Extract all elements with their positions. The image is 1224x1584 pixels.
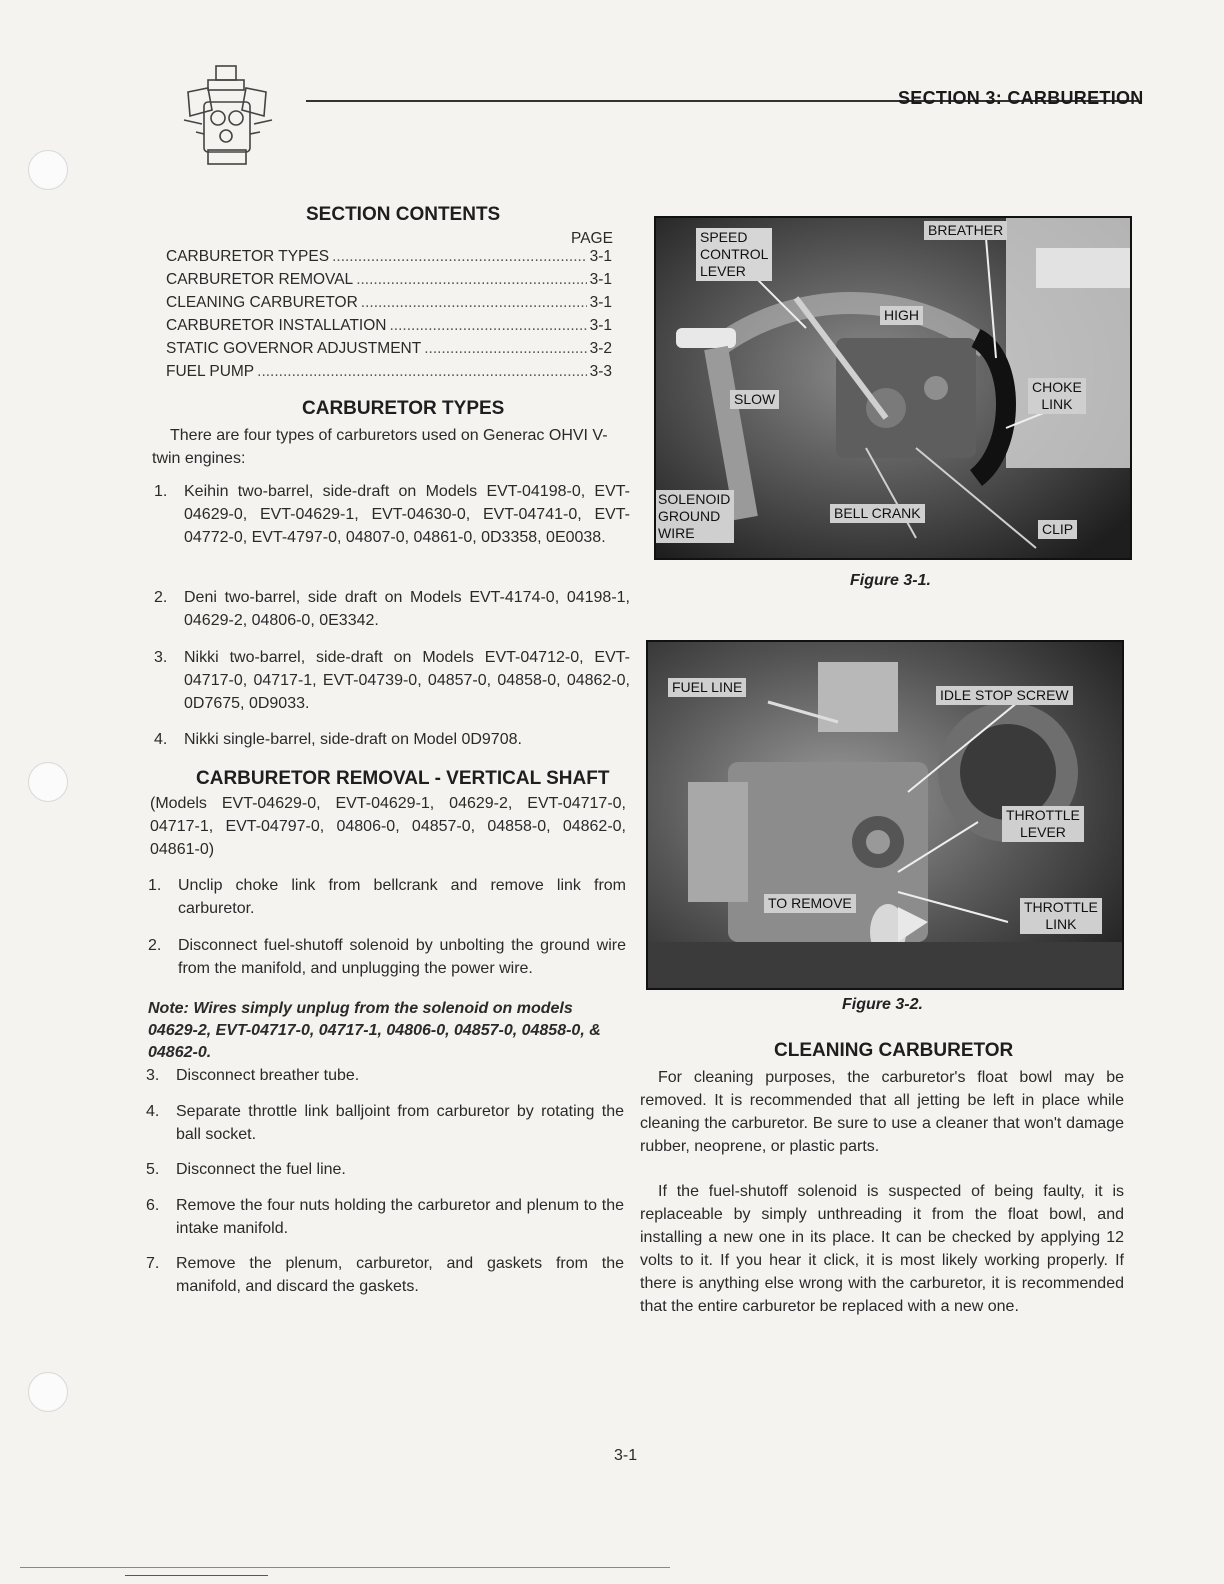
item-number: 3. [154, 649, 168, 666]
removal-step [146, 1194, 624, 1240]
engine-logo [178, 62, 278, 170]
label-choke-link: CHOKE LINK [1028, 378, 1086, 414]
item-text: Nikki single-barrel, side-draft on Model 0D9708. [184, 731, 522, 748]
toc-row [166, 271, 612, 289]
label-bell-crank: BELL CRANK [830, 504, 925, 523]
binder-hole [28, 1372, 68, 1412]
binder-hole [28, 150, 68, 190]
toc-page: 3-1 [589, 317, 612, 334]
step-text: Remove the four nuts holding the carburetor and plenum to the intake manifold. [176, 1197, 624, 1237]
step-number: 5. [146, 1161, 160, 1178]
removal-step [146, 1158, 624, 1181]
toc-row [166, 294, 612, 312]
page-number: 3-1 [614, 1447, 638, 1464]
step-text: Disconnect breather tube. [176, 1067, 360, 1084]
item-number: 1. [154, 483, 168, 500]
toc-label: CARBURETOR REMOVAL [166, 271, 354, 288]
step-number: 4. [146, 1103, 160, 1120]
figure-3-1-photo [654, 216, 1132, 560]
label-speed-control-lever: SPEED CONTROL LEVER [696, 228, 772, 281]
toc-label: CARBURETOR TYPES [166, 248, 330, 265]
item-number: 4. [154, 731, 168, 748]
step-text: Disconnect fuel-shutoff solenoid by unbolting the ground wire from the manifold, and unplugging the power wire. [178, 937, 626, 977]
section-title: SECTION 3: CARBURETION [898, 88, 1144, 108]
types-intro: There are four types of carburetors used on Generac OHVI V-twin engines: [152, 427, 608, 467]
step-text: Separate throttle link balljoint from carburetor by rotating the ball socket. [176, 1103, 624, 1143]
label-clip: CLIP [1038, 520, 1077, 539]
toc-label: STATIC GOVERNOR ADJUSTMENT [166, 340, 422, 357]
solenoid-note: Note: Wires simply unplug from the solenoid on models 04629-2, EVT-04717-0, 04717-1, 04806-0, 04857-0, 04858-0, & 04862-0. [148, 1000, 601, 1061]
label-slow: SLOW [730, 390, 779, 409]
toc-leader [356, 271, 586, 289]
toc-page: 3-3 [589, 363, 612, 380]
item-text: Nikki two-barrel, side-draft on Models EVT-04712-0, EVT-04717-0, 04717-1, EVT-04739-0, 04857-0, 04858-0, 04862-0, 0D7675, 0D9033. [184, 649, 630, 712]
removal-step [148, 874, 626, 920]
label-throttle-lever: THROTTLE LEVER [1002, 806, 1084, 842]
item-number: 2. [154, 589, 168, 606]
figure-3-2-photo [646, 640, 1124, 990]
contents-heading: SECTION CONTENTS [306, 204, 501, 225]
binder-hole [28, 762, 68, 802]
toc-page: 3-2 [589, 340, 612, 357]
label-breather: BREATHER [924, 221, 1007, 240]
removal-heading: CARBURETOR REMOVAL - VERTICAL SHAFT [196, 768, 610, 789]
removal-step [146, 1064, 624, 1087]
item-text: Keihin two-barrel, side-draft on Models EVT-04198-0, EVT-04629-0, EVT-04629-1, EVT-04630-0, EVT-04741-0, EVT-04772-0, EVT-4797-0, 04807-0, 04861-0, 0D3358, 0E0038. [184, 483, 630, 546]
toc-leader [389, 317, 586, 335]
types-item [154, 728, 630, 751]
step-number: 6. [146, 1197, 160, 1214]
types-heading: CARBURETOR TYPES [302, 398, 505, 419]
label-fuel-line: FUEL LINE [668, 678, 746, 697]
toc-row [166, 248, 612, 266]
toc-page: 3-1 [589, 294, 612, 311]
step-number: 7. [146, 1255, 160, 1272]
footer-rule [20, 1567, 670, 1568]
label-idle-stop-screw: IDLE STOP SCREW [936, 686, 1073, 705]
removal-step [146, 1100, 624, 1146]
step-text: Remove the plenum, carburetor, and gaskets from the manifold, and discard the gaskets. [176, 1255, 624, 1295]
step-number: 2. [148, 937, 162, 954]
toc-page: 3-1 [589, 248, 612, 265]
toc-row [166, 340, 612, 358]
types-item [154, 646, 630, 715]
toc-leader [332, 248, 587, 266]
removal-step [148, 934, 626, 980]
removal-step [146, 1252, 624, 1298]
step-text: Disconnect the fuel line. [176, 1161, 346, 1178]
label-solenoid-ground-wire: SOLENOID GROUND WIRE [654, 490, 734, 543]
figure-3-2-caption: Figure 3-2. [842, 996, 923, 1013]
page-column-label: PAGE [571, 230, 613, 247]
toc-label: CARBURETOR INSTALLATION [166, 317, 387, 334]
removal-models: (Models EVT-04629-0, EVT-04629-1, 04629-2, EVT-04717-0, 04717-1, EVT-04797-0, 04806-0, 04857-0, 04858-0, 04862-0, 04861-0) [150, 795, 626, 858]
types-item [154, 480, 630, 549]
item-text: Deni two-barrel, side draft on Models EVT-4174-0, 04198-1, 04629-2, 04806-0, 0E3342. [184, 589, 630, 629]
toc-leader [424, 340, 586, 358]
step-number: 1. [148, 877, 162, 894]
step-text: Unclip choke link from bellcrank and remove link from carburetor. [178, 877, 626, 917]
label-high: HIGH [880, 306, 923, 325]
figure-3-1-caption: Figure 3-1. [850, 572, 931, 589]
toc-page: 3-1 [589, 271, 612, 288]
step-number: 3. [146, 1067, 160, 1084]
cleaning-paragraph-1: For cleaning purposes, the carburetor's float bowl may be removed. It is recommended that all jetting be left in place while cleaning the carburetor. Be sure to use a cleaner that won't damage rubber, neoprene, or plastic parts. [640, 1069, 1124, 1155]
cleaning-paragraph-2: If the fuel-shutoff solenoid is suspected of being faulty, it is replaceable by simply unthreading it from the float bowl, and installing a new one in its place. It can be checked by applying 12 volts to it. If you hear it click, it is most likely working properly. If there is anything else wrong with the carburetor, it is recommended that the entire carburetor be replaced with a new one. [640, 1183, 1124, 1315]
label-throttle-link: THROTTLE LINK [1020, 898, 1102, 934]
toc-row [166, 317, 612, 335]
toc-leader [257, 363, 586, 381]
toc-leader [361, 294, 587, 312]
label-to-remove: TO REMOVE [764, 894, 856, 913]
footer-link-underline [125, 1575, 268, 1576]
toc-row [166, 363, 612, 381]
toc-label: FUEL PUMP [166, 363, 255, 380]
types-item [154, 586, 630, 632]
toc-label: CLEANING CARBURETOR [166, 294, 358, 311]
cleaning-heading: CLEANING CARBURETOR [774, 1040, 1014, 1061]
